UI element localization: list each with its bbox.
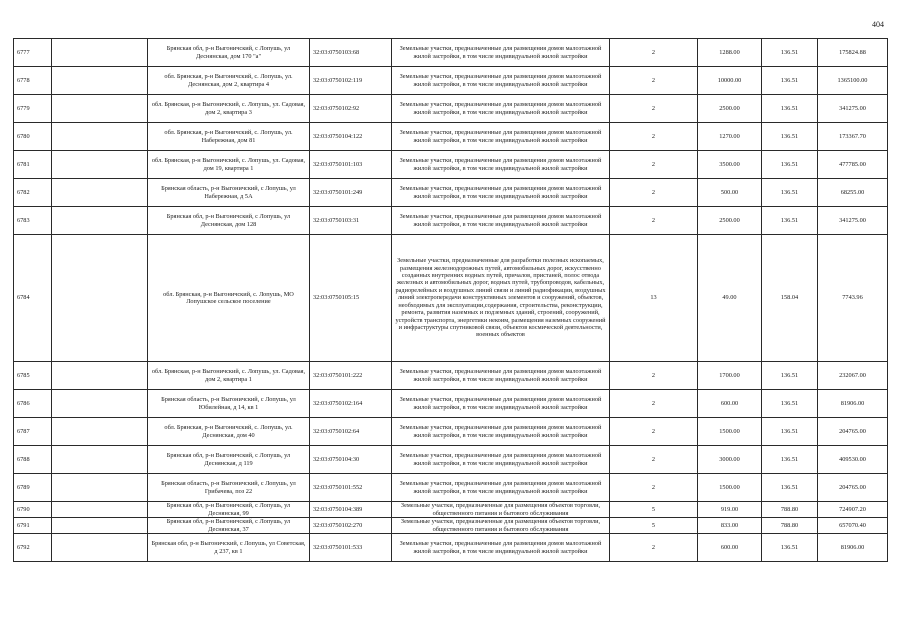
table-row [14,518,888,534]
cadastral-number-cell: 32:03:0750102:270 [310,518,392,534]
row-number: 6778 [14,67,52,95]
empty-cell [52,179,148,207]
rate-cell: 136.51 [762,67,818,95]
empty-cell [52,534,148,562]
table-row [14,123,888,151]
table-row [14,474,888,502]
table-row [14,39,888,67]
land-use-cell: Земельные участки, предназначенные для размещения домов малоэтажной жилой застройки, в том числе индивидуальной жилой застройки [392,207,610,235]
address-cell: обл. Брянская, р-н Выгоничский, с. Лопушь, ул. Деснянская, дом 40 [148,418,310,446]
empty-cell [52,67,148,95]
cadastral-value-cell: 204765.00 [818,418,888,446]
address-cell: Брянская обл, р-н Выгоничский, с Лопушь, ул Советская, д 237, кв 1 [148,534,310,562]
land-use-cell: Земельные участки, предназначенные для размещения объектов торговли, общественного питания и бытового обслуживания [392,518,610,534]
use-code-cell: 5 [610,518,698,534]
address-cell: обл. Брянская, р-н Выгоничский, с. Лопушь, ул. Деснянская, дом 2, квартира 4 [148,67,310,95]
cadastral-value-cell: 341275.00 [818,207,888,235]
area-cell: 1270.00 [698,123,762,151]
address-cell: Брянская обл, р-н Выгоничский, с Лопушь, ул Деснянская, дом 170 "а" [148,39,310,67]
empty-cell [52,390,148,418]
address-cell: Брянская область, р-н Выгоничский, с Лопушь, ул Набережная, д 5А [148,179,310,207]
empty-cell [52,474,148,502]
row-number: 6786 [14,390,52,418]
page-number: 404 [872,20,884,29]
cadastral-value-cell: 7743.96 [818,235,888,362]
row-number: 6777 [14,39,52,67]
rate-cell: 788.80 [762,518,818,534]
row-number: 6787 [14,418,52,446]
area-cell: 600.00 [698,534,762,562]
row-number: 6781 [14,151,52,179]
land-use-cell: Земельные участки, предназначенные для размещения домов малоэтажной жилой застройки, в том числе индивидуальной жилой застройки [392,418,610,446]
area-cell: 833.00 [698,518,762,534]
use-code-cell: 2 [610,390,698,418]
land-use-cell: Земельные участки, предназначенные для размещения домов малоэтажной жилой застройки, в том числе индивидуальной жилой застройки [392,67,610,95]
empty-cell [52,39,148,67]
row-number: 6780 [14,123,52,151]
empty-cell [52,518,148,534]
area-cell: 1700.00 [698,362,762,390]
row-number: 6791 [14,518,52,534]
cadastral-value-cell: 724907.20 [818,502,888,518]
address-cell: обл. Брянская, р-н Выгоничский, с. Лопушь, ул. Набережная, дом 81 [148,123,310,151]
table-row [14,390,888,418]
land-use-cell: Земельные участки, предназначенные для размещения домов малоэтажной жилой застройки, в том числе индивидуальной жилой застройки [392,39,610,67]
land-use-cell: Земельные участки, предназначенные для размещения домов малоэтажной жилой застройки, в том числе индивидуальной жилой застройки [392,123,610,151]
cadastral-number-cell: 32:03:0750101:533 [310,534,392,562]
area-cell: 1288.00 [698,39,762,67]
area-cell: 3500.00 [698,151,762,179]
rate-cell: 136.51 [762,534,818,562]
address-cell: Брянская обл, р-н Выгоничский, с Лопушь, ул Деснянская, 99 [148,502,310,518]
address-cell: обл. Брянская, р-н Выгоничский, с. Лопушь, ул. Садовая, дом 2, квартира 1 [148,362,310,390]
cadastral-number-cell: 32:03:0750104:30 [310,446,392,474]
cadastral-value-cell: 175824.88 [818,39,888,67]
use-code-cell: 2 [610,362,698,390]
cadastral-number-cell: 32:03:0750101:552 [310,474,392,502]
table-row [14,95,888,123]
rate-cell: 136.51 [762,362,818,390]
area-cell: 1500.00 [698,474,762,502]
cadastral-value-cell: 232067.00 [818,362,888,390]
cadastral-number-cell: 32:03:0750102:164 [310,390,392,418]
cadastral-value-cell: 173367.70 [818,123,888,151]
empty-cell [52,446,148,474]
area-cell: 10000.00 [698,67,762,95]
table-body [14,39,888,562]
cadastral-value-cell: 1365100.00 [818,67,888,95]
rate-cell: 136.51 [762,95,818,123]
empty-cell [52,207,148,235]
address-cell: обл. Брянская, р-н Выгоничский, с. Лопушь, МО Лопушское сельское поселение [148,235,310,362]
area-cell: 600.00 [698,390,762,418]
land-use-cell: Земельные участки, предназначенные для размещения домов малоэтажной жилой застройки, в том числе индивидуальной жилой застройки [392,474,610,502]
rate-cell: 136.51 [762,151,818,179]
land-use-cell: Земельные участки, предназначенные для размещения домов малоэтажной жилой застройки, в том числе индивидуальной жилой застройки [392,179,610,207]
empty-cell [52,123,148,151]
use-code-cell: 2 [610,474,698,502]
rate-cell: 136.51 [762,39,818,67]
address-cell: обл. Брянская, р-н Выгоничский, с. Лопушь, ул. Садовая, дом 19, квартира 1 [148,151,310,179]
address-cell: Брянская обл, р-н Выгоничский, с Лопушь, ул Деснянская, д 119 [148,446,310,474]
area-cell: 1500.00 [698,418,762,446]
table-row [14,151,888,179]
cadastral-number-cell: 32:03:0750101:249 [310,179,392,207]
cadastral-value-cell: 81906.00 [818,390,888,418]
use-code-cell: 5 [610,502,698,518]
rate-cell: 136.51 [762,123,818,151]
rate-cell: 136.51 [762,207,818,235]
rate-cell: 158.04 [762,235,818,362]
cadastral-value-cell: 477785.00 [818,151,888,179]
land-use-cell: Земельные участки, предназначенные для размещения домов малоэтажной жилой застройки, в том числе индивидуальной жилой застройки [392,151,610,179]
empty-cell [52,418,148,446]
row-number: 6792 [14,534,52,562]
row-number: 6790 [14,502,52,518]
rate-cell: 136.51 [762,418,818,446]
table-row [14,235,888,362]
empty-cell [52,502,148,518]
land-use-cell: Земельные участки, предназначенные для разработки полезных ископаемых, размещения железнодорожных путей, автомобильных дорог, искусственно созданных внутренних водных путей, причалов, пристаней, полос отвода железных и автомобильных дорог, водных путей, трубопроводов, кабельных, радиорелейных и воздушных линий связи и линий радиофикации, воздушных линий электропередачи конструктивных элементов и сооружений, объектов, необходимых для эксплуатации,содержания, строительства, реконструкции, ремонта, развития наземных и подземных зданий, строений, сооружений, устройств транспорта, энергетики некоим, размещения наземных сооружений и инфраструктуры спутниковой связи, объектов космической деятельности, военных объектов [392,235,610,362]
area-cell: 49.00 [698,235,762,362]
area-cell: 500.00 [698,179,762,207]
address-cell: обл. Брянская, р-н Выгоничский, с. Лопушь, ул. Садовая, дом 2, квартира 3 [148,95,310,123]
cadastral-number-cell: 32:03:0750105:15 [310,235,392,362]
cadastral-number-cell: 32:03:0750104:122 [310,123,392,151]
table-row [14,446,888,474]
rate-cell: 136.51 [762,390,818,418]
empty-cell [52,235,148,362]
address-cell: Брянская обл, р-н Выгоничский, с Лопушь, ул Деснянская, дом 128 [148,207,310,235]
row-number: 6783 [14,207,52,235]
cadastral-number-cell: 32:03:0750103:31 [310,207,392,235]
land-use-cell: Земельные участки, предназначенные для размещения домов малоэтажной жилой застройки, в том числе индивидуальной жилой застройки [392,95,610,123]
table-row [14,362,888,390]
use-code-cell: 2 [610,207,698,235]
cadastral-value-cell: 341275.00 [818,95,888,123]
use-code-cell: 2 [610,39,698,67]
row-number: 6782 [14,179,52,207]
cadastral-number-cell: 32:03:0750102:119 [310,67,392,95]
table-row [14,502,888,518]
cadastral-number-cell: 32:03:0750102:92 [310,95,392,123]
use-code-cell: 13 [610,235,698,362]
use-code-cell: 2 [610,418,698,446]
cadastral-value-cell: 409530.00 [818,446,888,474]
use-code-cell: 2 [610,534,698,562]
rate-cell: 136.51 [762,446,818,474]
empty-cell [52,95,148,123]
empty-cell [52,151,148,179]
rate-cell: 136.51 [762,179,818,207]
row-number: 6779 [14,95,52,123]
cadastral-value-cell: 204765.00 [818,474,888,502]
use-code-cell: 2 [610,123,698,151]
cadastral-number-cell: 32:03:0750103:68 [310,39,392,67]
cadastral-number-cell: 32:03:0750102:64 [310,418,392,446]
land-use-cell: Земельные участки, предназначенные для размещения домов малоэтажной жилой застройки, в том числе индивидуальной жилой застройки [392,362,610,390]
rate-cell: 136.51 [762,474,818,502]
use-code-cell: 2 [610,151,698,179]
area-cell: 3000.00 [698,446,762,474]
rate-cell: 788.80 [762,502,818,518]
cadastral-number-cell: 32:03:0750104:389 [310,502,392,518]
use-code-cell: 2 [610,179,698,207]
address-cell: Брянская обл, р-н Выгоничский, с Лопушь, ул Деснянская, 37 [148,518,310,534]
area-cell: 2500.00 [698,207,762,235]
land-use-cell: Земельные участки, предназначенные для размещения объектов торговли, общественного питания и бытового обслуживания [392,502,610,518]
row-number: 6789 [14,474,52,502]
table-row [14,418,888,446]
empty-cell [52,362,148,390]
cadastral-number-cell: 32:03:0750101:222 [310,362,392,390]
table-row [14,67,888,95]
cadastral-value-cell: 81906.00 [818,534,888,562]
land-use-cell: Земельные участки, предназначенные для размещения домов малоэтажной жилой застройки, в том числе индивидуальной жилой застройки [392,390,610,418]
land-use-cell: Земельные участки, предназначенные для размещения домов малоэтажной жилой застройки, в том числе индивидуальной жилой застройки [392,534,610,562]
use-code-cell: 2 [610,95,698,123]
use-code-cell: 2 [610,446,698,474]
land-registry-table [13,38,888,562]
row-number: 6784 [14,235,52,362]
table-row [14,207,888,235]
table-row [14,179,888,207]
cadastral-number-cell: 32:03:0750101:103 [310,151,392,179]
cadastral-value-cell: 657070.40 [818,518,888,534]
land-use-cell: Земельные участки, предназначенные для размещения домов малоэтажной жилой застройки, в том числе индивидуальной жилой застройки [392,446,610,474]
area-cell: 2500.00 [698,95,762,123]
cadastral-value-cell: 68255.00 [818,179,888,207]
address-cell: Брянская область, р-н Выгоничский, с Лопушь, ул Юбилейная, д 14, кв 1 [148,390,310,418]
use-code-cell: 2 [610,67,698,95]
row-number: 6788 [14,446,52,474]
address-cell: Брянская область, р-н Выгоничский, с Лопушь, ул Грибачева, поз 22 [148,474,310,502]
area-cell: 919.00 [698,502,762,518]
table-row [14,534,888,562]
row-number: 6785 [14,362,52,390]
